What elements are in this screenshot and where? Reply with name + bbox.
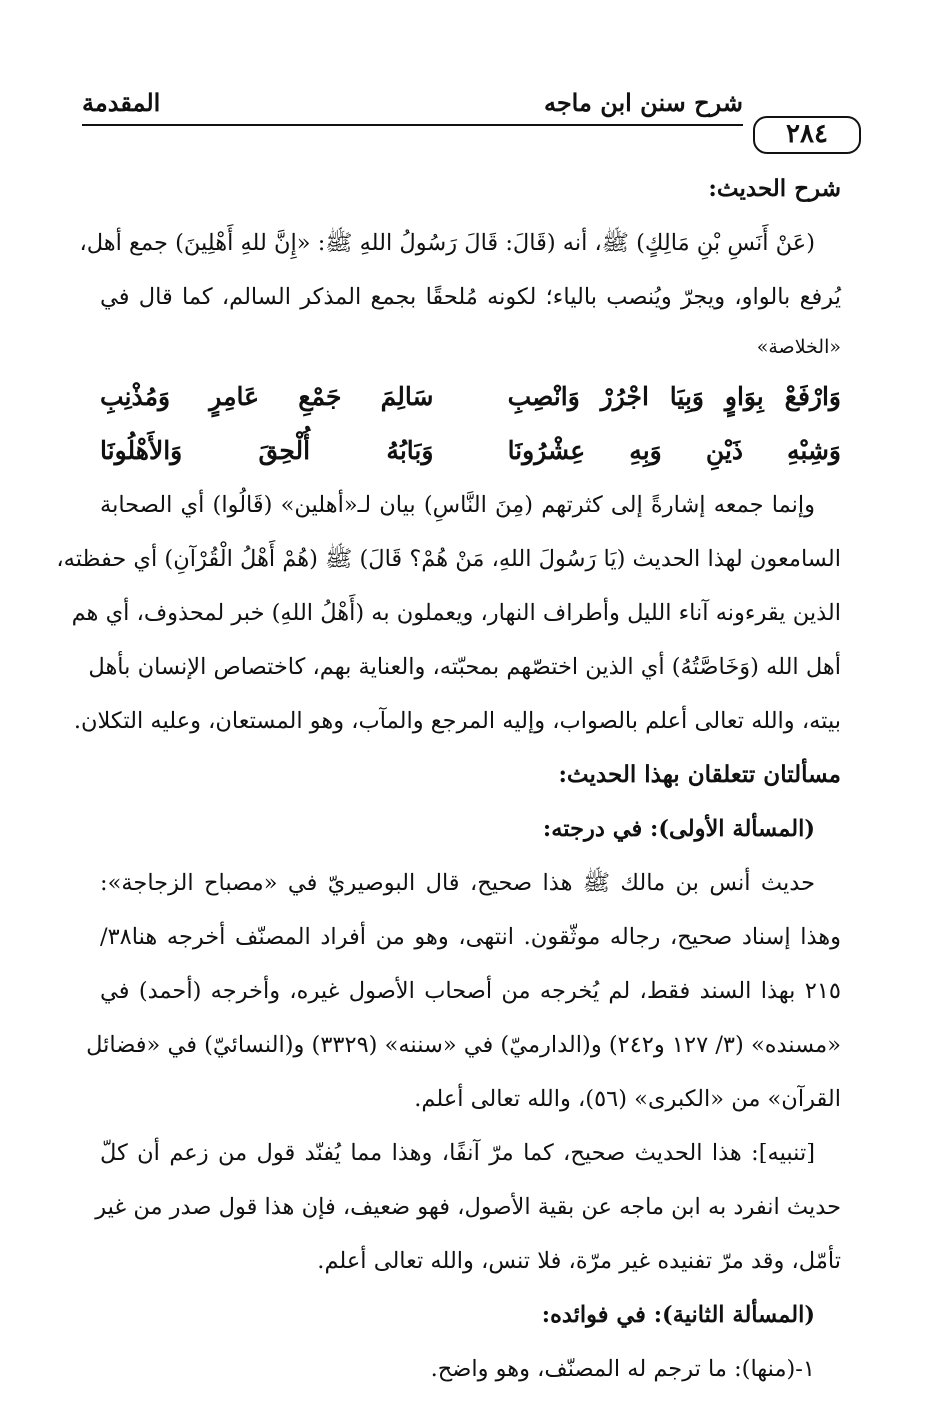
heading-two-issues: مسألتان تتعلقان بهذا الحديث: [558, 761, 841, 788]
text-line: حديث انفرد به ابن ماجه عن بقية الأصول، فهو ضعيف، فإن هذا قول صدر من غير [95, 1194, 841, 1220]
text-line: «الخلاصة» [756, 336, 841, 358]
text-line: «مسنده» (٣/ ١٢٧ و٢٤٢) و(الدارميّ) في «سننه» (٣٣٢٩) و(النسائيّ) في «فضائل [86, 1032, 841, 1058]
poem-verse [100, 424, 841, 478]
text-line: بيته، والله تعالى أعلم بالصواب، وإليه المرجع والمآب، وهو المستعان، وعليه التكلان. [73, 708, 841, 734]
text-line: [تنبيه]: هذا الحديث صحيح، كما مرّ آنفًا، وهذا مما يُفنّد قول من زعم أن كلّ [100, 1140, 815, 1166]
text-line: ١-(منها): ما ترجم له المصنّف، وهو واضح. [430, 1356, 815, 1382]
verse-hemistich-left: سَالِمَ جَمْعِ عَامِرٍ وَمُذْنِبِ [100, 382, 434, 411]
text-line: ٢١٥ بهذا السند فقط، لم يُخرجه من أصحاب الأصول غيره، وأخرجه (أحمد) في [100, 978, 841, 1004]
verse-hemistich-left: وَبَابُهُ أُلْحِقَ وَالأَهْلُونَا [100, 436, 434, 465]
book-title: شرح سنن ابن ماجه [543, 88, 743, 117]
text-line: وإنما جمعه إشارةً إلى كثرتهم (مِنَ النَّاسِ) بيان لـ«أهلين» (قَالُوا) أي الصحابة [100, 492, 815, 518]
heading-hadith-explanation: شرح الحديث: [708, 175, 841, 202]
text-line: تأمّل، وقد مرّ تفنيده غير مرّة، فلا تنس، والله تعالى أعلم. [317, 1248, 841, 1274]
heading-first-issue: (المسألة الأولى): في درجته: [542, 816, 815, 842]
verse-hemistich-right: وَارْفَعْ بِوَاوٍ وَبِيَا اجْرُرْ وَانْصِبِ [507, 382, 841, 411]
text-line: القرآن» من «الكبرى» (٥٦)، والله تعالى أعلم. [414, 1086, 841, 1112]
text-line: أهل الله (وَخَاصَّتُهُ) أي الذين اختصّهم بمحبّته، والعناية بهم، كاختصاص الإنسان بأهل [88, 654, 841, 680]
text-line: حديث أنس بن مالك ﷺ هذا صحيح، قال البوصيريّ في «مصباح الزجاجة»: [100, 870, 815, 896]
text-line: الذين يقرءونه آناء الليل وأطراف النهار، ويعملون به (أَهْلُ اللهِ) خبر لمحذوف، أي هم [71, 600, 841, 626]
text-line: (عَنْ أَنَسِ بْنِ مَالِكٍ) ﷺ، أنه (قَالَ: قَالَ رَسُولُ اللهِ ﷺ: «إِنَّ للهِ أَهْلِينَ) جمع أهل، [79, 230, 815, 256]
page-body [56, 162, 841, 1396]
text-line: يُرفع بالواو، ويجرّ ويُنصب بالياء؛ لكونه مُلحقًا بجمع المذكر السالم، كما قال في [100, 284, 841, 310]
heading-second-issue: (المسألة الثانية): في فوائده: [541, 1302, 815, 1328]
section-title: المقدمة [82, 88, 161, 117]
page-header [82, 78, 861, 158]
header-rule [82, 124, 743, 126]
text-line: وهذا إسناد صحيح، رجاله موثّقون. انتهى، وهو من أفراد المصنّف أخرجه هنا٣٨/ [100, 924, 841, 950]
verse-hemistich-right: وَشِبْهِ ذَيْنِ وَبِهِ عِشْرُونَا [507, 436, 841, 465]
poem-verse [100, 370, 841, 424]
page-number-badge: ٢٨٤ [753, 116, 861, 154]
text-line: السامعون لهذا الحديث (يَا رَسُولَ اللهِ، مَنْ هُمْ؟ قَالَ) ﷺ (هُمْ أَهْلُ الْقُرْآنِ) أي حفظته، [56, 546, 841, 572]
